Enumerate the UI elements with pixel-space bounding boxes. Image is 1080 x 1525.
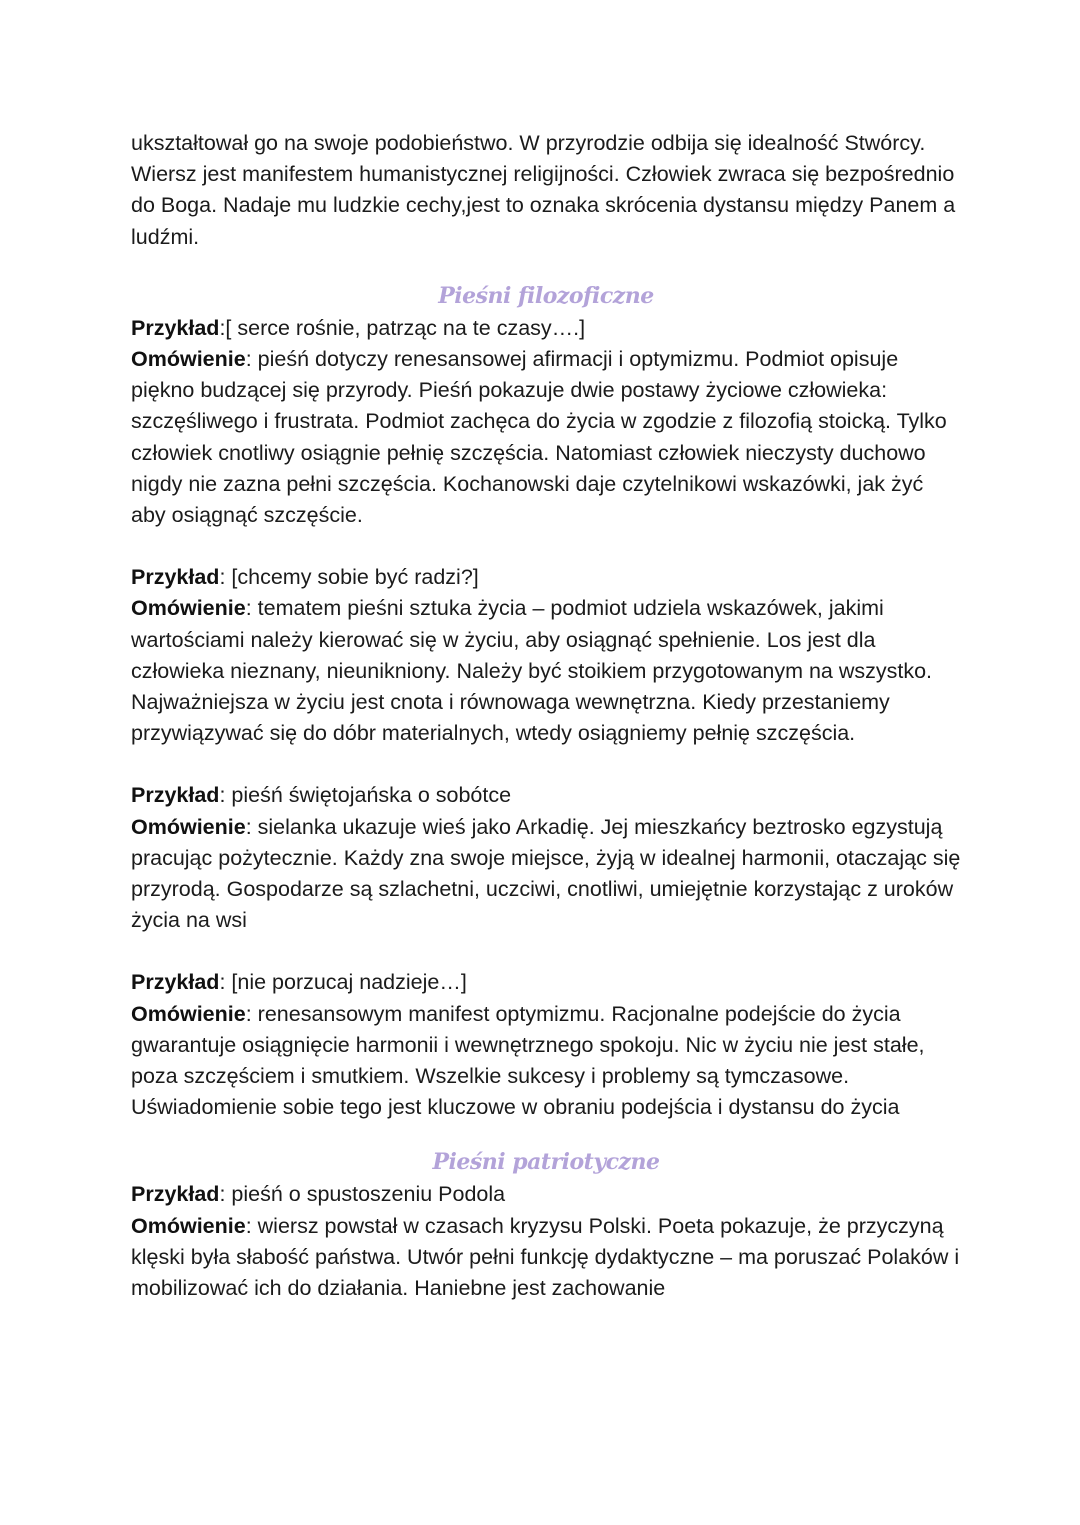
example-separator: :: [219, 783, 232, 808]
discussion-label: Omówienie: [131, 1213, 246, 1238]
example-separator: :: [219, 1182, 232, 1207]
entry: [131, 313, 961, 531]
intro-paragraph: ukształtował go na swoje podobieństwo. W przyrodzie odbija się idealność Stwórcy. Wiersz jest manifestem humanistycznej religijności. Człowiek zwraca się bezpośrednio do Boga. Nadaje mu ludzkie cechy,jest to oznaka skrócenia dystansu między Panem a ludźmi.: [131, 131, 956, 249]
discussion-label: Omówienie: [131, 814, 246, 839]
discussion-separator: :: [245, 1213, 258, 1238]
discussion-line: [131, 1211, 961, 1305]
discussion-line: [131, 593, 961, 749]
example-label: Przykład: [131, 1182, 220, 1207]
example-text: [nie porzucaj nadzieje…]: [231, 970, 467, 995]
entry: [131, 780, 961, 936]
discussion-separator: :: [245, 1001, 258, 1026]
discussion-line: [131, 344, 961, 531]
example-text: [ serce rośnie, patrząc na te czasy….]: [225, 315, 586, 340]
example-text: pieśń o spustoszeniu Podola: [231, 1182, 506, 1207]
entry: [131, 967, 961, 1123]
example-label: Przykład: [131, 315, 220, 340]
discussion-text: sielanka ukazuje wieś jako Arkadię. Jej mieszkańcy beztrosko egzystują pracując pożytecznie. Każdy zna swoje miejsce, żyją w idealnej harmonii, otaczając się przyrodą. Gospodarze są szlachetni, uczciwi, cnotliwi, umiejętnie korzystając z uroków życia na wsi: [131, 814, 961, 933]
example-line: [131, 1179, 961, 1210]
discussion-separator: :: [245, 814, 258, 839]
example-text: [chcemy sobie być radzi?]: [231, 565, 479, 590]
example-text: pieśń świętojańska o sobótce: [231, 783, 512, 808]
example-separator: :: [219, 565, 232, 590]
section-heading-philosophical: Pieśni filozoficzne: [438, 282, 654, 309]
entry: [131, 1179, 961, 1304]
example-line: [131, 562, 961, 593]
discussion-label: Omówienie: [131, 1001, 246, 1026]
discussion-text: wiersz powstał w czasach kryzysu Polski. Poeta pokazuje, że przyczyną klęski była słabość państwa. Utwór pełni funkcję dydaktyczne – ma poruszać Polaków i mobilizować ich do działania. Haniebne jest zachowanie: [131, 1213, 960, 1301]
discussion-label: Omówienie: [131, 596, 246, 621]
entry: [131, 562, 961, 749]
section-heading-patriotic: Pieśni patriotyczne: [432, 1149, 660, 1176]
example-separator: :: [219, 970, 232, 995]
discussion-separator: :: [245, 596, 258, 621]
example-separator: :: [219, 315, 226, 340]
discussion-label: Omówienie: [131, 347, 246, 372]
discussion-separator: :: [245, 347, 258, 372]
discussion-text: renesansowym manifest optymizmu. Racjonalne podejście do życia gwarantuje osiągnięcie harmonii i wewnętrznego spokoju. Nic w życiu nie jest stałe, poza szczęściem i smutkiem. Wszelkie sukcesy i problemy są tymczasowe. Uświadomienie sobie tego jest kluczowe w obraniu podejścia i dystansu do życia: [131, 1001, 925, 1120]
example-line: [131, 967, 961, 998]
document-page: [131, 128, 961, 1304]
discussion-line: [131, 812, 961, 937]
example-line: [131, 780, 961, 811]
example-label: Przykład: [131, 783, 220, 808]
example-label: Przykład: [131, 565, 220, 590]
example-label: Przykład: [131, 970, 220, 995]
discussion-line: [131, 999, 961, 1124]
discussion-text: tematem pieśni sztuka życia – podmiot udziela wskazówek, jakimi wartościami należy kierować się w życiu, aby osiągnąć spełnienie. Los jest dla człowieka nieznany, nieunikniony. Należy być stoikiem przygotowanym na wszystko. Najważniejsza w życiu jest cnota i równowaga wewnętrzna. Kiedy przestaniemy przywiązywać się do dóbr materialnych, wtedy osiągniemy pełnię szczęścia.: [131, 596, 933, 746]
discussion-text: pieśń dotyczy renesansowej afirmacji i optymizmu. Podmiot opisuje piękno budzącej się przyrody. Pieśń pokazuje dwie postawy życiowe człowieka: szczęśliwego i frustrata. Podmiot zachęca do życia w zgodzie z filozofią stoicką. Tylko człowiek cnotliwy osiągnie pełnię szczęścia. Natomiast człowiek nieczysty duchowo nigdy nie zazna pełni szczęścia. Kochanowski daje czytelnikowi wskazówki, jak żyć aby osiągnąć szczęście.: [131, 347, 947, 528]
example-line: [131, 313, 961, 344]
